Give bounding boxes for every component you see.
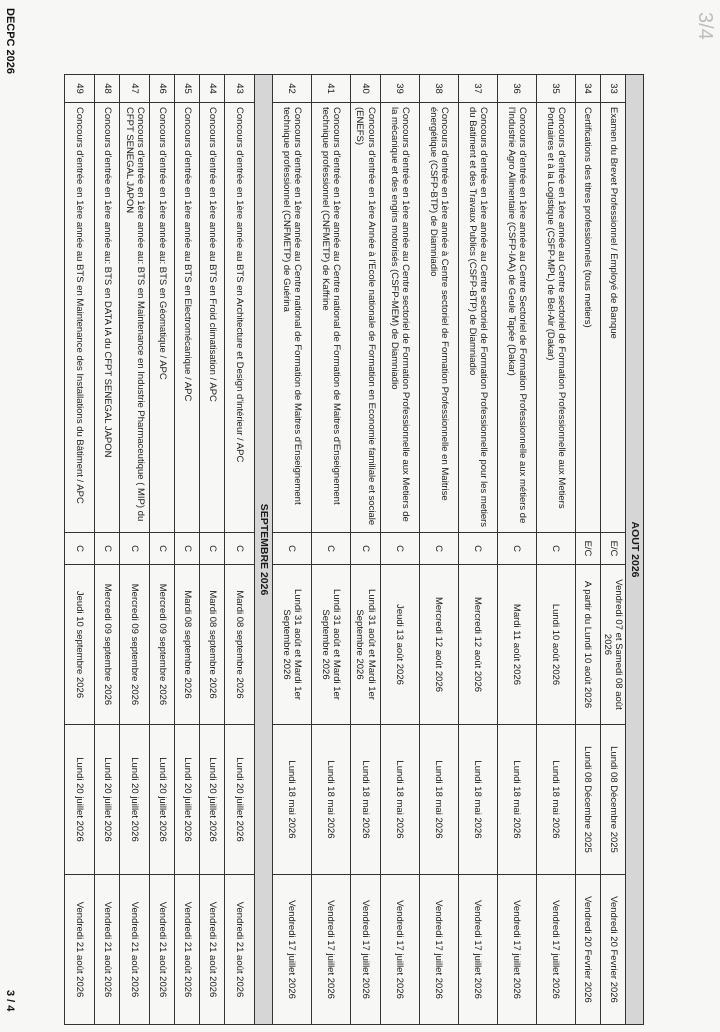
exam-label: Concours d'entrée en 1ère année à Centre sectoriel de Formation Professionnelle en Maitrise énergétique (CSFP-BTP) de Diamniadio (419, 103, 458, 533)
exam-date: Mercredi 12 août 2026 (458, 565, 497, 725)
exam-date: Mercredi 09 septembre 2026 (150, 565, 175, 725)
exam-type: C (95, 533, 120, 565)
registration-open: Lundi 18 mai 2026 (380, 725, 419, 875)
exam-label: Concours d'entrée en 1ère année au: BTS en DATA IA du CFPT SENEGAL JAPON (95, 103, 120, 533)
exam-type: C (419, 533, 458, 565)
registration-close: Vendredi 17 juillet 2026 (497, 875, 536, 1025)
registration-close: Vendredi 20 Fevrier 2026 (575, 875, 600, 1025)
exam-type: C (65, 533, 95, 565)
exam-type: C (458, 533, 497, 565)
exam-date: Mercredi 09 septembre 2026 (95, 565, 120, 725)
exam-date: Lundi 10 août 2026 (536, 565, 575, 725)
footer-left: DECPC 2026 (4, 8, 16, 75)
row-number: 47 (120, 75, 150, 103)
exam-label: Concours d'entrée en 1ère année au Centre national de Formation de Maitres d'Enseignement technique professionnel (CNFMETP) de Kaffrine (311, 103, 350, 533)
registration-open: Lundi 18 mai 2026 (497, 725, 536, 875)
exam-date: Jeudi 10 septembre 2026 (65, 565, 95, 725)
row-number: 40 (350, 75, 380, 103)
row-number: 41 (311, 75, 350, 103)
exam-label: Concours d'entrée en 1ère année au Centre sectoriel de Formation Professionnelle aux Metiers Portuaires et à la Logistique (CSFP-MPL) de Bel-Air (Dakar) (536, 103, 575, 533)
exam-type: C (497, 533, 536, 565)
registration-open: Lundi 18 mai 2026 (272, 725, 311, 875)
row-number: 38 (419, 75, 458, 103)
registration-close: Vendredi 17 juillet 2026 (380, 875, 419, 1025)
exam-date: Lundi 31 août et Mardi 1er Septembre 2026 (272, 565, 311, 725)
row-number: 36 (497, 75, 536, 103)
row-number: 44 (200, 75, 225, 103)
exam-type: C (150, 533, 175, 565)
exam-label: Concours d'entrée en 1ère année au BTS en Froid climatisation / APC (200, 103, 225, 533)
exam-label: Concours d'entrée en 1ère année au: BTS en Géomatique / APC (150, 103, 175, 533)
registration-close: Vendredi 21 août 2026 (175, 875, 200, 1025)
registration-open: Lundi 20 juillet 2026 (175, 725, 200, 875)
registration-open: Lundi 20 juillet 2026 (120, 725, 150, 875)
registration-open: Lundi 20 juillet 2026 (200, 725, 225, 875)
exam-date: Vendredi 07 et Samedi 08 août 2026 (600, 565, 626, 725)
exam-date: Lundi 31 août et Mardi 1er Septembre 2026 (350, 565, 380, 725)
exam-date: Mardi 08 septembre 2026 (200, 565, 225, 725)
registration-close: Vendredi 17 juillet 2026 (458, 875, 497, 1025)
exam-label: Concours d'entrée en 1ère Année à l'Ecole nationale de Formation en Economie familiale et sociale (ENEFS) (350, 103, 380, 533)
registration-close: Vendredi 21 août 2026 (120, 875, 150, 1025)
registration-open: Lundi 18 mai 2026 (350, 725, 380, 875)
page-number: 3 / 4 (4, 990, 16, 1012)
exam-label: Concours d'entrée en 1ère année au Centre national de Formation de Maitres d'Enseignement technique professionnel (CNFMETP) de Guérina (272, 103, 311, 533)
exam-date: Mercredi 12 août 2026 (419, 565, 458, 725)
registration-close: Vendredi 17 juillet 2026 (350, 875, 380, 1025)
row-number: 49 (65, 75, 95, 103)
exam-type: E/C (600, 533, 626, 565)
registration-open: Lundi 08 Décembre 2025 (600, 725, 626, 875)
registration-close: Vendredi 21 août 2026 (150, 875, 175, 1025)
registration-close: Vendredi 17 juillet 2026 (272, 875, 311, 1025)
row-number: 35 (536, 75, 575, 103)
exam-date: Lundi 31 août et Mardi 1er Septembre 2026 (311, 565, 350, 725)
exam-date: Mardi 08 septembre 2026 (225, 565, 255, 725)
month-header: SEPTEMBRE 2026 (255, 75, 273, 1025)
exam-type: C (175, 533, 200, 565)
exam-date: Mardi 11 août 2026 (497, 565, 536, 725)
row-number: 34 (575, 75, 600, 103)
row-number: 33 (600, 75, 626, 103)
exam-type: C (225, 533, 255, 565)
row-number: 45 (175, 75, 200, 103)
exam-type: C (272, 533, 311, 565)
registration-open: Lundi 18 mai 2026 (311, 725, 350, 875)
exam-label: Concours d'entrée en 1ère année au BTS en Architecture et Design d'intérieur / APC (225, 103, 255, 533)
registration-close: Vendredi 17 juillet 2026 (536, 875, 575, 1025)
exam-date: A partir du Lundi 10 août 2026 (575, 565, 600, 725)
row-number: 42 (272, 75, 311, 103)
page-watermark: 3/4 (694, 12, 716, 40)
exam-label: Concours d'entrée en 1ère année au BTS en Electromécanique / APC (175, 103, 200, 533)
registration-close: Vendredi 21 août 2026 (200, 875, 225, 1025)
registration-open: Lundi 18 mai 2026 (536, 725, 575, 875)
exam-label: Concours d'entrée en 1ère année au: BTS en Maintenance en Industrie Pharmaceutique ( MIP) du CFPT SENEGAL JAPON (120, 103, 150, 533)
exam-type: E/C (575, 533, 600, 565)
exam-date: Jeudi 13 août 2026 (380, 565, 419, 725)
exam-label: Examen du Brevet Professionnel / Employé de Banque (600, 103, 626, 533)
registration-close: Vendredi 21 août 2026 (95, 875, 120, 1025)
registration-open: Lundi 20 juillet 2026 (65, 725, 95, 875)
registration-open: Lundi 08 Décembre 2025 (575, 725, 600, 875)
row-number: 39 (380, 75, 419, 103)
registration-open: Lundi 18 mai 2026 (458, 725, 497, 875)
exam-type: C (536, 533, 575, 565)
exam-date: Mercredi 09 septembre 2026 (120, 565, 150, 725)
registration-close: Vendredi 17 juillet 2026 (419, 875, 458, 1025)
registration-open: Lundi 20 juillet 2026 (150, 725, 175, 875)
row-number: 46 (150, 75, 175, 103)
exam-label: Certifications des titres professionnels (tous metiers) (575, 103, 600, 533)
registration-open: Lundi 20 juillet 2026 (95, 725, 120, 875)
exam-type: C (200, 533, 225, 565)
row-number: 48 (95, 75, 120, 103)
exam-type: C (311, 533, 350, 565)
exam-type: C (350, 533, 380, 565)
registration-open: Lundi 18 mai 2026 (419, 725, 458, 875)
row-number: 37 (458, 75, 497, 103)
registration-close: Vendredi 20 Fevrier 2026 (600, 875, 626, 1025)
exam-label: Concours d'entrée en 1ère année au Centre sectoriel de Formation Professionnelle pour les metiers du Batiment et des Travaux Publics (CSFP-BTP) de Diamniadio (458, 103, 497, 533)
registration-open: Lundi 20 juillet 2026 (225, 725, 255, 875)
exam-label: Concours d'entrée en 1ère année au Centre Sectoriel de Formation Professionnelle aux métiers de l'Industrie Agro Alimentaire (CSFP-IAA) de Geule Tapée (Dakar) (497, 103, 536, 533)
registration-close: Vendredi 21 août 2026 (65, 875, 95, 1025)
exam-label: Concours d'entrée en 1ère année au BTS en Maintenance des Installations du Bâtiment / APC (65, 103, 95, 533)
row-number: 43 (225, 75, 255, 103)
registration-close: Vendredi 21 août 2026 (225, 875, 255, 1025)
exam-type: C (380, 533, 419, 565)
month-header: AOUT 2026 (626, 75, 644, 1025)
exam-label: Concours d'entrée en 1ère année au Centre sectoriel de Formation Professionnelle aux Metiers de la mécanique et des engins motorisés (CSFP-MEM) de Diamniadio (380, 103, 419, 533)
exam-type: C (120, 533, 150, 565)
registration-close: Vendredi 17 juillet 2026 (311, 875, 350, 1025)
exam-date: Mardi 08 septembre 2026 (175, 565, 200, 725)
